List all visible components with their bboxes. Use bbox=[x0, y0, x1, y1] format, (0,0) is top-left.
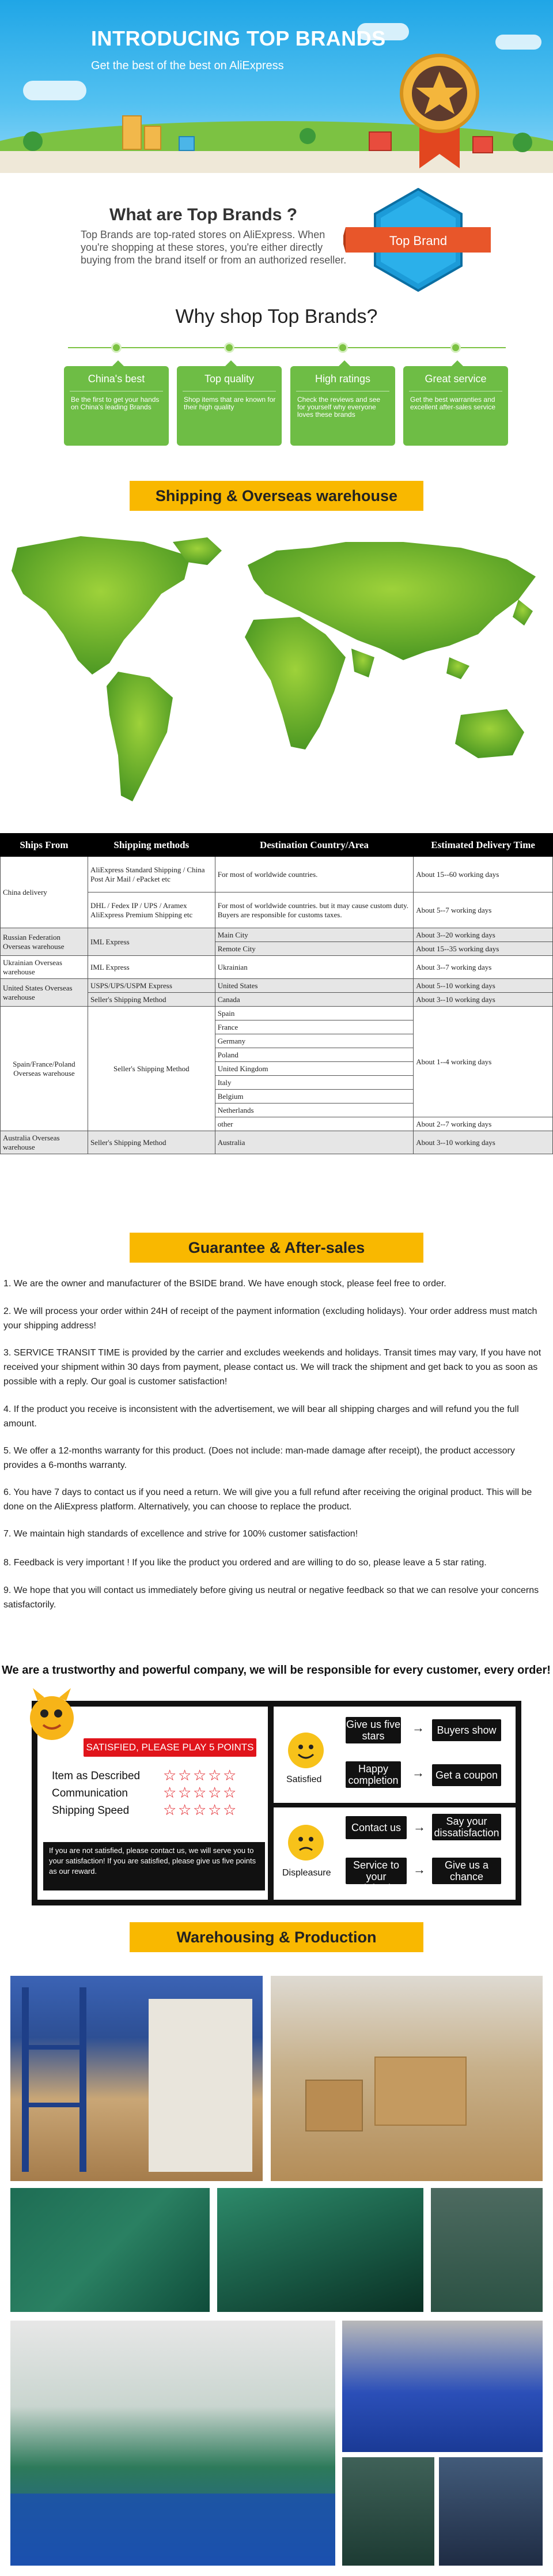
cell-dest: Italy bbox=[215, 1076, 414, 1090]
cell-time: About 15--35 working days bbox=[414, 942, 553, 956]
cell-dest: Poland bbox=[215, 1048, 414, 1062]
production-line-photo-1 bbox=[10, 2188, 210, 2312]
star-icon[interactable]: ☆ bbox=[178, 1801, 192, 1818]
parcel-stack-icon bbox=[122, 115, 142, 150]
guarantee-item: 4. If the product you receive is inconsistent with the advertisement, we will bear all shipping charges and will refund you the full amount. bbox=[3, 1404, 519, 1429]
feature-card-title: Great service bbox=[409, 366, 502, 391]
cell-dest: Main City bbox=[215, 928, 414, 942]
cell-dest: France bbox=[215, 1020, 414, 1034]
cell-dest: Spain bbox=[215, 1007, 414, 1020]
cell-dest: Belgium bbox=[215, 1090, 414, 1104]
warehousing-section-header: Warehousing & Production bbox=[130, 1922, 423, 1952]
cell-dest: For most of worldwide countries. but it may cause custom duty. Buyers are responsible for customs taxes. bbox=[215, 892, 414, 928]
guarantee-item: 6. You have 7 days to contact us if you need a return. We will give you a full refund after receiving the original product. This will be done on the AliExpress platform. Alternatively, you can choose to replace the product. bbox=[3, 1487, 532, 1512]
displeasure-face-icon bbox=[288, 1825, 324, 1861]
cell-method: DHL / Fedex IP / UPS / Aramex AliExpress Premium Shipping etc bbox=[88, 892, 215, 928]
cell-method: AliExpress Standard Shipping / China Post Air Mail / ePacket etc bbox=[88, 857, 215, 892]
guarantee-item: 5. We offer a 12-months warranty for this product. (Does not include: man-made damage after receipt), the product accessory provides a 6-months warranty. bbox=[3, 1446, 515, 1470]
trust-statement: We are a trustworthy and powerful company, we will be responsible for every customer, every order! bbox=[2, 1664, 551, 1677]
cell-dest: Canada bbox=[215, 993, 414, 1007]
warehouse-boxes-photo bbox=[271, 1976, 543, 2181]
feature-card-title: Top quality bbox=[183, 366, 276, 391]
present-icon bbox=[179, 136, 195, 151]
rating-block bbox=[37, 1707, 268, 1900]
cell-method: USPS/UPS/USPM Express bbox=[88, 979, 215, 993]
top-brands-banner bbox=[0, 0, 553, 173]
table-row bbox=[1, 857, 553, 892]
shipping-table-header bbox=[1, 834, 553, 857]
star-icon[interactable]: ☆ bbox=[208, 1784, 222, 1801]
guarantee-item: 7. We maintain high standards of excellence and strive for 100% customer satisfaction! bbox=[3, 1529, 358, 1539]
star-icon[interactable]: ☆ bbox=[178, 1767, 192, 1784]
cell-method: Seller's Shipping Method bbox=[88, 1007, 215, 1131]
timeline-dot bbox=[224, 342, 234, 353]
cell-dest: other bbox=[215, 1117, 414, 1131]
tree-decoration bbox=[513, 133, 532, 152]
cell-dest: Germany bbox=[215, 1034, 414, 1048]
banner-subtitle: Get the best of the best on AliExpress bbox=[91, 59, 284, 72]
table-row bbox=[1, 1131, 553, 1154]
star-row bbox=[163, 1802, 238, 1818]
warehouse-shelves-photo bbox=[10, 1976, 263, 2181]
feature-card-desc: Be the first to get your hands on China's leading Brands bbox=[71, 396, 160, 411]
cell-method: Seller's Shipping Method bbox=[88, 993, 215, 1007]
feature-card-desc: Get the best warranties and excellent after-sales service bbox=[410, 396, 496, 411]
worker-photo bbox=[431, 2188, 543, 2312]
cell-time: About 2--7 working days bbox=[414, 1117, 553, 1131]
star-row bbox=[163, 1768, 238, 1783]
cell-from: Australia Overseas warehouse bbox=[1, 1131, 88, 1154]
cell-time: About 5--7 working days bbox=[414, 892, 553, 928]
cell-time: About 3--20 working days bbox=[414, 928, 553, 942]
blue-crates-photo bbox=[342, 2321, 543, 2452]
cell-dest: For most of worldwide countries. bbox=[215, 857, 414, 892]
star-icon[interactable]: ☆ bbox=[208, 1767, 222, 1784]
about-title: What are Top Brands ? bbox=[109, 205, 298, 224]
give-chance-button[interactable]: Give us a chance bbox=[432, 1858, 501, 1884]
cell-from: China delivery bbox=[1, 857, 88, 928]
table-row bbox=[1, 928, 553, 942]
top-brand-badge-label: Top Brand bbox=[389, 234, 448, 248]
feedback-panel bbox=[32, 1701, 521, 1905]
star-icon[interactable]: ☆ bbox=[223, 1767, 237, 1784]
cell-time: About 15--60 working days bbox=[414, 857, 553, 892]
cell-dest: United Kingdom bbox=[215, 1062, 414, 1076]
arrow-right-icon: → bbox=[412, 1765, 425, 1780]
mascot-icon bbox=[20, 1684, 84, 1747]
shipping-section-header: Shipping & Overseas warehouse bbox=[130, 481, 423, 511]
feedback-banner: SATISFIED, PLEASE PLAY 5 POINTS bbox=[84, 1738, 256, 1757]
col-shipping-methods: Shipping methods bbox=[88, 834, 215, 857]
star-icon[interactable]: ☆ bbox=[223, 1801, 237, 1818]
contact-us-button[interactable]: Contact us bbox=[346, 1816, 407, 1839]
rating-row bbox=[52, 1770, 140, 1783]
cell-dest: United States bbox=[215, 979, 414, 993]
star-icon[interactable]: ☆ bbox=[178, 1784, 192, 1801]
feedback-note: If you are not satisfied, please contact us, we will serve you to your satisfaction! If you are satisfied, please give us five points as our reward. bbox=[43, 1842, 265, 1890]
guarantee-item: 1. We are the owner and manufacturer of the BSIDE brand. We have enough stock, please feel free to order. bbox=[3, 1279, 446, 1289]
rating-label: Communication bbox=[52, 1787, 128, 1799]
star-icon[interactable]: ☆ bbox=[208, 1801, 222, 1818]
feature-card-great-service bbox=[403, 366, 508, 446]
satisfied-label: Satisfied bbox=[286, 1775, 322, 1784]
arrow-right-icon: → bbox=[413, 1862, 426, 1877]
star-icon[interactable]: ☆ bbox=[163, 1801, 177, 1818]
factory-floor-photo bbox=[10, 2321, 335, 2566]
cell-method: IML Express bbox=[88, 956, 215, 979]
col-ships-from: Ships From bbox=[1, 834, 88, 857]
star-icon[interactable]: ☆ bbox=[223, 1784, 237, 1801]
cell-time: About 3--10 working days bbox=[414, 993, 553, 1007]
cell-method: Seller's Shipping Method bbox=[88, 1131, 215, 1154]
tree-decoration bbox=[23, 131, 43, 151]
gift-box-icon bbox=[369, 131, 392, 151]
timeline-dot bbox=[338, 342, 348, 353]
col-destination: Destination Country/Area bbox=[215, 834, 414, 857]
cell-from: Spain/France/Poland Overseas warehouse bbox=[1, 1007, 88, 1131]
cell-dest: Australia bbox=[215, 1131, 414, 1154]
table-row bbox=[1, 979, 553, 993]
production-line-photo-2 bbox=[217, 2188, 423, 2312]
star-icon[interactable]: ☆ bbox=[193, 1767, 207, 1784]
guarantee-item: 3. SERVICE TRANSIT TIME is provided by the carrier and excludes weekends and holidays. Transit times may vary, If you have not received your shipment within 30 days from payment, please contact us. We will track the shipment and get back to you as soon as possible with a reply. Our goal is customer satisfaction! bbox=[3, 1348, 541, 1387]
table-row bbox=[1, 1007, 553, 1020]
guarantee-item: 8. Feedback is very important ! If you like the product you ordered and are willing to do so, please leave a 5 star rating. bbox=[3, 1558, 487, 1568]
feature-card-high-ratings bbox=[290, 366, 395, 446]
cell-method: IML Express bbox=[88, 928, 215, 956]
arrow-right-icon: → bbox=[413, 1820, 426, 1834]
cloud-decoration bbox=[495, 35, 541, 50]
feature-card-top-quality bbox=[177, 366, 282, 446]
happy-completion-button[interactable]: Happy completion bbox=[346, 1761, 401, 1788]
assembly-photo bbox=[342, 2457, 434, 2566]
star-rating-area bbox=[163, 1768, 264, 1825]
guarantee-section-header: Guarantee & After-sales bbox=[130, 1233, 423, 1263]
why-shop-title: Why shop Top Brands? bbox=[175, 306, 378, 327]
feature-card-title: China's best bbox=[70, 366, 163, 391]
cell-from: Russian Federation Overseas warehouse bbox=[1, 928, 88, 956]
star-row bbox=[163, 1785, 238, 1801]
feature-card-title: High ratings bbox=[296, 366, 389, 391]
feature-card-china-best bbox=[64, 366, 169, 446]
feature-card-desc: Check the reviews and see for yourself why everyone loves these brands bbox=[297, 396, 381, 419]
cell-from: Ukrainian Overseas warehouse bbox=[1, 956, 88, 979]
buyers-show-button[interactable]: Buyers show bbox=[432, 1719, 501, 1741]
rating-label: Shipping Speed bbox=[52, 1805, 130, 1817]
star-icon[interactable]: ☆ bbox=[193, 1801, 207, 1818]
displeasure-label: Displeasure bbox=[282, 1868, 331, 1878]
satisfied-face-icon bbox=[288, 1733, 324, 1768]
cell-dest: Remote City bbox=[215, 942, 414, 956]
table-row bbox=[1, 956, 553, 979]
say-dissatisfaction-button[interactable]: Say your dissatisfaction bbox=[432, 1814, 501, 1840]
give-five-stars-button[interactable]: Give us five stars bbox=[346, 1717, 401, 1743]
world-map-illustration bbox=[0, 525, 553, 848]
shipping-table bbox=[0, 833, 553, 1154]
timeline-dot bbox=[450, 342, 461, 353]
tree-decoration bbox=[300, 128, 316, 144]
panel-divider bbox=[268, 1707, 274, 1900]
cell-time: About 5--10 working days bbox=[414, 979, 553, 993]
guarantee-item: 9. We hope that you will contact us immediately before giving us neutral or negative feedback so that we can resolve your concerns satisfactorily. bbox=[3, 1585, 539, 1610]
timeline-dot bbox=[111, 342, 122, 353]
cell-time: About 1--4 working days bbox=[414, 1007, 553, 1117]
arrow-right-icon: → bbox=[412, 1720, 425, 1735]
timeline-line bbox=[68, 347, 506, 348]
cell-dest: Ukrainian bbox=[215, 956, 414, 979]
star-icon[interactable]: ☆ bbox=[163, 1767, 177, 1784]
cloud-decoration bbox=[23, 81, 86, 100]
service-satisfaction-button[interactable]: Service to your satisfaction bbox=[346, 1858, 407, 1884]
col-delivery-time: Estimated Delivery Time bbox=[414, 834, 553, 857]
get-coupon-button[interactable]: Get a coupon bbox=[432, 1764, 501, 1786]
star-medal-icon bbox=[396, 53, 483, 168]
feature-card-desc: Shop items that are known for their high quality bbox=[184, 396, 276, 411]
star-icon[interactable]: ☆ bbox=[193, 1784, 207, 1801]
cell-dest: Netherlands bbox=[215, 1104, 414, 1117]
rating-label: Item as Described bbox=[52, 1770, 141, 1782]
star-icon[interactable]: ☆ bbox=[163, 1784, 177, 1801]
cell-time: About 3--10 working days bbox=[414, 1131, 553, 1154]
panel-divider bbox=[274, 1803, 521, 1807]
cell-time: About 3--7 working days bbox=[414, 956, 553, 979]
parcel-icon bbox=[144, 126, 161, 150]
cell-from: United States Overseas warehouse bbox=[1, 979, 88, 1007]
banner-title: INTRODUCING TOP BRANDS bbox=[91, 27, 386, 50]
guarantee-item: 2. We will process your order within 24H of receipt of the payment information (excluding holidays). Your order address must match your shipping address! bbox=[3, 1306, 537, 1331]
inspection-photo bbox=[439, 2457, 543, 2566]
about-text: Top Brands are top-rated stores on AliExpress. When you're shopping at these stores, you're either directly buying from the brand itself or from an authorized reseller. bbox=[81, 229, 347, 266]
rating-row bbox=[52, 1787, 128, 1800]
rating-row bbox=[52, 1805, 129, 1817]
